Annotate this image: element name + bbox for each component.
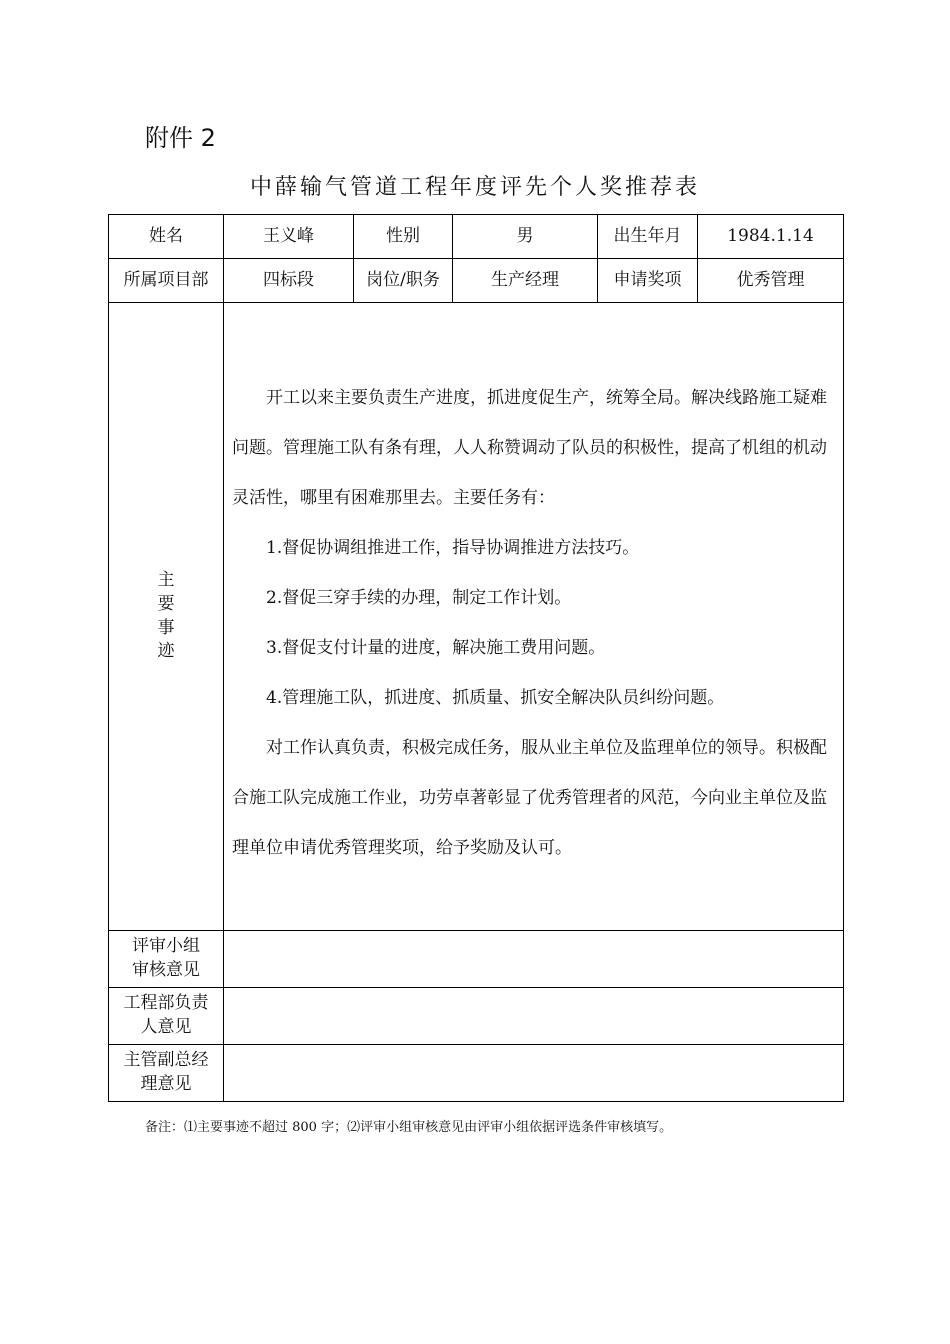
deeds-paragraph: 3.督促支付计量的进度，解决施工费用问题。 bbox=[266, 638, 606, 658]
deeds-paragraph: 对工作认真负责，积极完成任务，服从业主单位及监理单位的领导。积极配合施工队完成施工作业，功劳卓著彰显了优秀管理者的风范，今向业主单位及监理单位申请优秀管理奖项，给予奖励及认可。 bbox=[232, 738, 827, 858]
manager-opinion-label bbox=[109, 1045, 224, 1102]
dept-label: 所属项目部 bbox=[109, 259, 224, 303]
label-line: 理意见 bbox=[140, 1074, 192, 1094]
footnote: 备注：⑴主要事迹不超过 800 字；⑵评审小组审核意见由评审小组依据评选条件审核填写。 bbox=[145, 1120, 673, 1135]
deeds-paragraph: 2.督促三穿手续的办理，制定工作计划。 bbox=[266, 588, 572, 608]
deeds-paragraph: 4.管理施工队，抓进度、抓质量、抓安全解决队员纠纷问题。 bbox=[266, 688, 725, 708]
deeds-label bbox=[109, 303, 224, 931]
deeds-label-char: 迹 bbox=[157, 641, 175, 662]
label-line: 人意见 bbox=[140, 1017, 192, 1037]
form-row-deeds bbox=[109, 303, 844, 931]
review-opinion-label bbox=[109, 931, 224, 988]
form-row-engineering-opinion bbox=[109, 988, 844, 1045]
attachment-label: 附件 2 bbox=[145, 124, 216, 152]
form-title: 中薛输气管道工程年度评先个人奖推荐表 bbox=[249, 175, 700, 200]
label-line: 工程部负责 bbox=[123, 993, 209, 1014]
deeds-label-char: 要 bbox=[157, 593, 175, 614]
engineering-opinion-label bbox=[109, 988, 224, 1045]
label-line: 审核意见 bbox=[132, 960, 200, 980]
label-line: 主管副总经 bbox=[123, 1050, 209, 1071]
name-value: 王义峰 bbox=[224, 215, 354, 259]
deeds-paragraph: 1.督促协调组推进工作，指导协调推进方法技巧。 bbox=[266, 538, 640, 558]
form-row-manager-opinion bbox=[109, 1045, 844, 1102]
post-label: 岗位/职务 bbox=[354, 259, 453, 303]
gender-value: 男 bbox=[453, 215, 598, 259]
dept-value: 四标段 bbox=[224, 259, 354, 303]
recommendation-form bbox=[108, 214, 844, 1102]
deeds-label-char: 事 bbox=[157, 617, 175, 638]
form-row-position bbox=[109, 259, 844, 303]
award-value: 优秀管理 bbox=[698, 259, 844, 303]
deeds-label-char: 主 bbox=[157, 569, 175, 590]
post-value: 生产经理 bbox=[453, 259, 598, 303]
form-row-basic bbox=[109, 215, 844, 259]
review-opinion-field[interactable] bbox=[224, 931, 844, 988]
manager-opinion-field[interactable] bbox=[224, 1045, 844, 1102]
award-label: 申请奖项 bbox=[598, 259, 698, 303]
name-label: 姓名 bbox=[109, 215, 224, 259]
form-row-review-opinion bbox=[109, 931, 844, 988]
deeds-paragraph: 开工以来主要负责生产进度，抓进度促生产，统筹全局。解决线路施工疑难问题。管理施工队有条有理，人人称赞调动了队员的积极性，提高了机组的机动灵活性，哪里有困难那里去。主要任务有： bbox=[232, 388, 827, 508]
engineering-opinion-field[interactable] bbox=[224, 988, 844, 1045]
birth-value: 1984.1.14 bbox=[698, 215, 844, 259]
gender-label: 性别 bbox=[354, 215, 453, 259]
label-line: 评审小组 bbox=[132, 936, 200, 957]
deeds-content bbox=[224, 303, 844, 931]
birth-label: 出生年月 bbox=[598, 215, 698, 259]
